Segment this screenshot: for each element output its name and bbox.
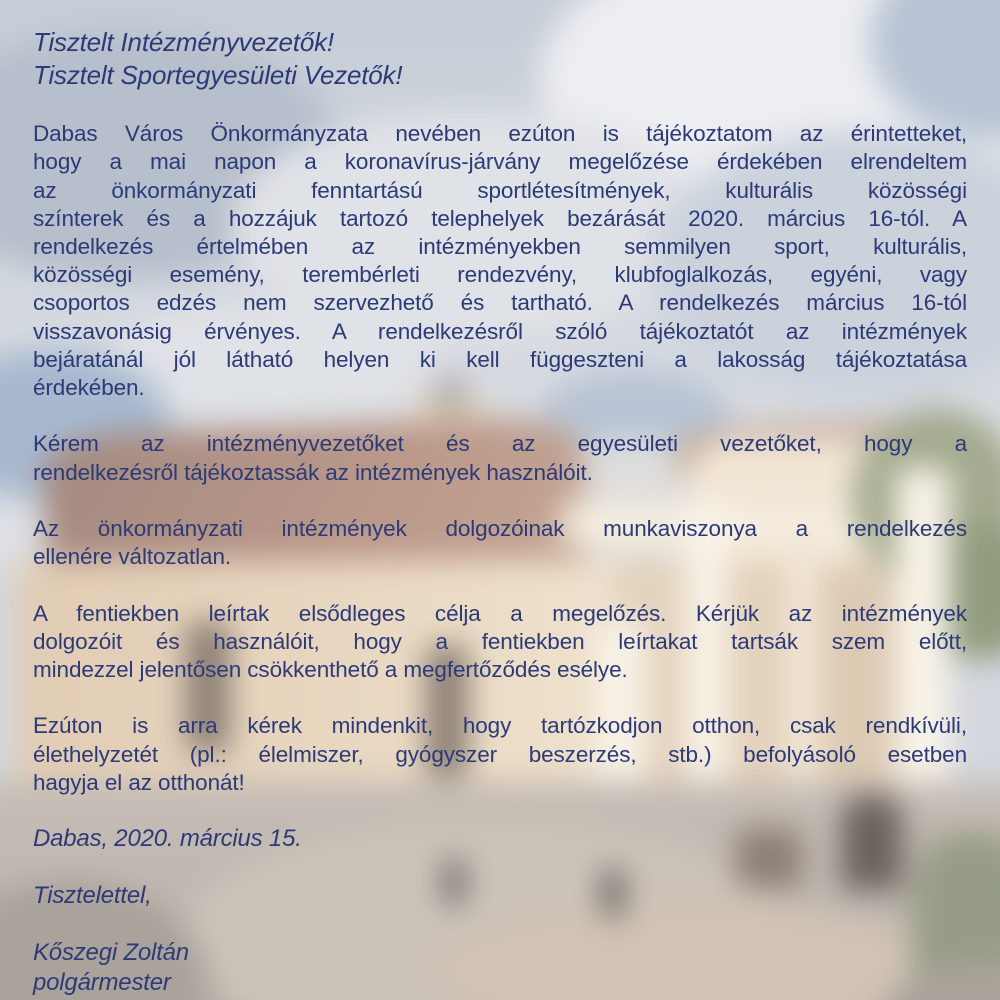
text-line: az önkormányzati fenntartású sportlétesítmények, kulturális közösségi — [33, 177, 967, 203]
text-line: közösségi esemény, terembérleti rendezvény, klubfoglalkozás, egyéni, vagy — [33, 262, 967, 288]
text-line: Tisztelt Sportegyesületi Vezetők! — [33, 60, 403, 90]
text-line: élethelyzetét (pl.: élelmiszer, gyógyszer beszerzés, stb.) befolyásoló esetben — [33, 741, 967, 767]
paragraph — [33, 120, 967, 402]
text-line: rendelkezésről tájékoztassák az intézmények használóit. — [33, 459, 593, 485]
text-line: érdekében. — [33, 375, 145, 401]
text-line: mindezzel jelentősen csökkenthető a megfertőződés esélye. — [33, 657, 628, 682]
text-line: bejáratánál jól látható helyen ki kell függeszteni a lakosság tájékoztatása — [33, 346, 967, 372]
text-line: Az önkormányzati intézmények dolgozóinak munkaviszonya a rendelkezés — [33, 516, 967, 541]
paragraph — [33, 430, 967, 486]
signature-title: polgármester — [33, 968, 171, 996]
text-line: színterek és a hozzájuk tartozó telephelyek bezárását 2020. március 16-tól. A — [33, 205, 967, 231]
salutation — [33, 26, 967, 92]
closing-line: Tisztelettel, — [33, 881, 152, 909]
signature-block — [33, 938, 967, 998]
text-line: hogy a mai napon a koronavírus-járvány megelőzése érdekében elrendeltem — [33, 149, 967, 175]
text-line: A fentiekben leírtak elsődleges célja a megelőzés. Kérjük az intézmények — [33, 600, 967, 626]
text-line: Ezúton is arra kérek mindenkit, hogy tartózkodjon otthon, csak rendkívüli, — [33, 713, 967, 739]
text-line: visszavonásig érvényes. A rendelkezésről szóló tájékoztatót az intézmények — [33, 318, 967, 344]
paragraph — [33, 515, 967, 571]
text-line: Kérem az intézményvezetőket és az egyesületi vezetőket, hogy a — [33, 431, 967, 457]
text-line: csoportos edzés nem szervezhető és tartható. A rendelkezés március 16-tól — [33, 290, 967, 316]
text-line: hagyja el az otthonát! — [33, 769, 245, 795]
text-line: ellenére változatlan. — [33, 544, 232, 570]
letter-body — [33, 120, 967, 797]
text-line: dolgozóit és használóit, hogy a fentiekben leírtakat tartsák szem előtt, — [33, 628, 967, 654]
paragraph — [33, 712, 967, 797]
text-line: Dabas Város Önkormányzata nevében ezúton is tájékoztatom az érintetteket, — [33, 121, 967, 147]
text-line: rendelkezés értelmében az intézményekben semmilyen sport, kulturális, — [33, 234, 967, 259]
signature-name: Kőszegi Zoltán — [33, 938, 189, 966]
date-line: Dabas, 2020. március 15. — [33, 825, 302, 853]
text-line: Tisztelt Intézményvezetők! — [33, 27, 334, 57]
paragraph — [33, 600, 967, 685]
